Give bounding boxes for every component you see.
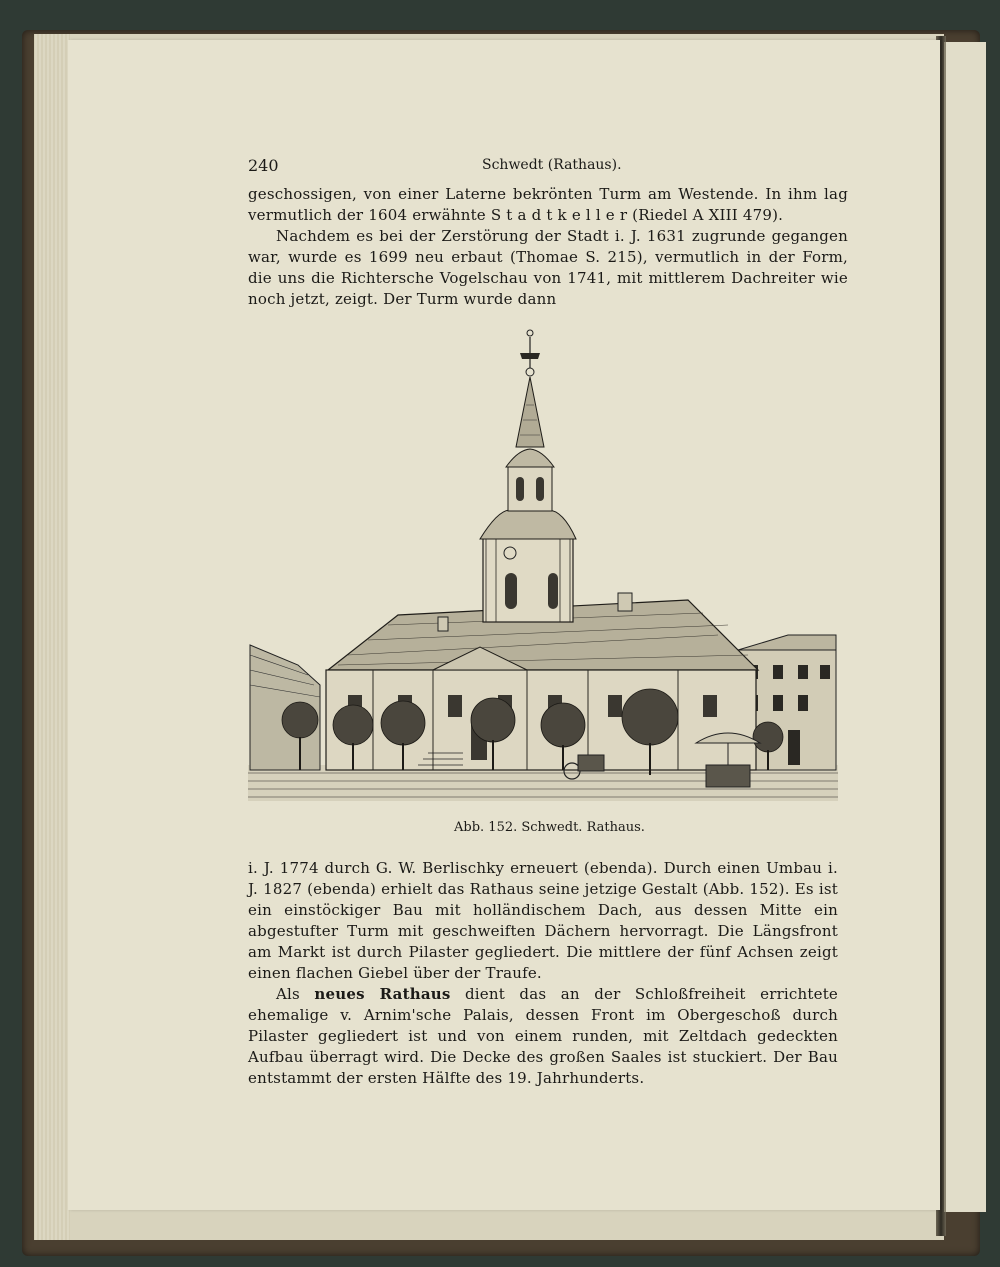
text-run: dient das an der Schloßfreiheit errichtete ehemalige v. Arnim'sche Palais, dessen Front im Obergeschoß durch Pilaster gegliedert ist und von einem runden, mit Zeltdach gedeckten Aufbau überragt wird. Die Decke des großen Saales ist stuckiert. Der Bau entstammt der ersten Hälfte des 19. Jahrhunderts. (248, 985, 839, 1087)
page-number: 240 (248, 156, 279, 175)
emphasis-new-town-hall: neues Rathaus (314, 985, 451, 1003)
paragraph: Nachdem es bei der Zerstörung der Stadt i. J. 1631 zugrunde gegangen war, wurde es 1699 neu erbaut (Thomae S. 215), vermutlich in der Form, die uns die Richtersche Vogelschau von 1741, mit mittlerem Dachreiter wie noch jetzt, zeigt. Der Turm wurde dann (248, 227, 848, 308)
text-run: Als (276, 985, 315, 1003)
top-text-block (248, 184, 848, 310)
running-head: Schwedt (Rathaus). (482, 157, 622, 173)
figure-caption: Abb. 152. Schwedt. Rathaus. (454, 820, 645, 835)
facing-page-edge (944, 42, 986, 1212)
paragraph (248, 984, 838, 1089)
paragraph: geschossigen, von einer Laterne bekrönten Turm am Westende. In ihm lag vermutlich der 1604 erwähnte S t a d t k e l l e r (Riedel A XIII 479). (248, 185, 848, 224)
bottom-text-block (248, 858, 838, 1089)
town-hall-engraving (248, 325, 838, 803)
paragraph: i. J. 1774 durch G. W. Berlischky erneuert (ebenda). Durch einen Umbau i. J. 1827 (ebenda) erhielt das Rathaus seine jetzige Gestalt (Abb. 152). Es ist ein einstöckiger Bau mit holländischem Dach, aus dessen Mitte ein abgestufter Turm mit geschweiften Dächern hervorragt. Die Längsfront am Markt ist durch Pilaster gegliedert. Die mittlere der fünf Achsen zeigt einen flachen Giebel über der Traufe. (248, 859, 838, 982)
